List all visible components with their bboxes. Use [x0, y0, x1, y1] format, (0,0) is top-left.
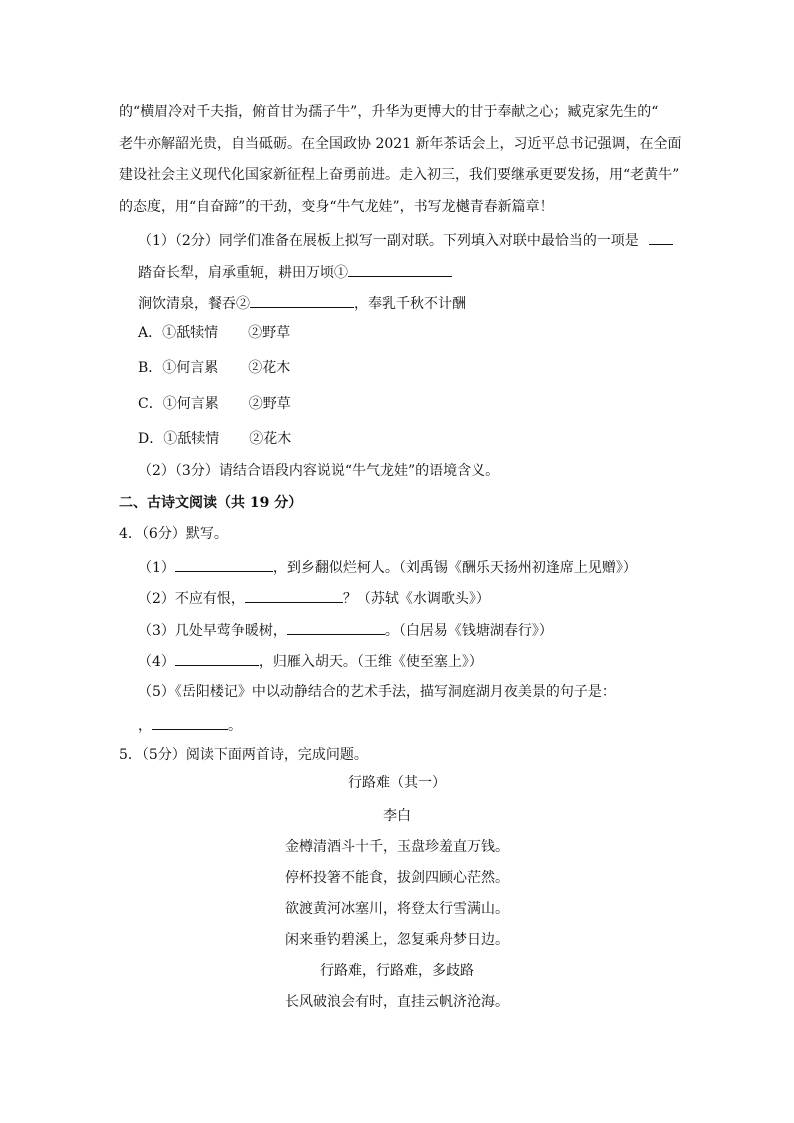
- couplet-line-2-text-b: ，奉乳千秋不计酬: [354, 296, 466, 312]
- option-a[interactable]: [138, 323, 290, 343]
- q4-item-1: [138, 556, 637, 578]
- q4-item-5-cont: [138, 714, 242, 736]
- option-letter: C．: [138, 396, 163, 412]
- option-second: ②野草: [248, 396, 291, 412]
- q4-item-4-prefix: （4）: [138, 654, 175, 670]
- poem-line: 欲渡黄河冰塞川，将登太行雪满山。: [285, 901, 509, 917]
- q4-item-2: [138, 587, 490, 609]
- q4-blank-2[interactable]: [245, 587, 343, 603]
- q4-title: 4．（6分）默写。: [119, 526, 228, 542]
- q3-sub2: （2）（3分）请结合语段内容说说“牛气龙娃”的语境含义。: [138, 463, 500, 479]
- q4-item-5-comma: ，: [138, 718, 152, 734]
- q4-item-1-prefix: （1）: [138, 560, 175, 576]
- option-letter: D．: [138, 431, 164, 447]
- couplet-line-2: [138, 292, 466, 314]
- q4-item-2-prefix: （2）不应有恨，: [138, 591, 245, 607]
- option-letter: A．: [138, 325, 163, 341]
- couplet-line-1: [138, 261, 452, 283]
- option-first: ①舐犊情: [162, 325, 219, 341]
- option-second: ②野草: [248, 325, 291, 341]
- option-second: ②花木: [249, 431, 292, 447]
- poem-line: 长风破浪会有时，直挂云帆济沧海。: [285, 994, 509, 1010]
- couplet-line-2-text-a: 涧饮清泉，餐吞②: [138, 296, 250, 312]
- option-first: ①舐犊情: [163, 431, 220, 447]
- passage-line-1: 的“横眉冷对千夫指，俯首甘为孺子牛”，升华为更博大的甘于奉献之心；臧克家先生的“: [119, 104, 659, 120]
- q4-item-2-text: ？（苏轼《水调歌头》）: [342, 591, 490, 607]
- passage-line-3: 建设社会主义现代化国家新征程上奋勇前进。走入初三，我们要继承更要发扬，用“老黄牛”: [119, 167, 680, 183]
- option-c[interactable]: [138, 394, 291, 414]
- passage-line-4: 的态度，用“自奋蹄”的干劲，变身“牛气龙娃”，书写龙樾青春新篇章！: [119, 199, 554, 215]
- q4-item-5: （5）《岳阳楼记》中以动静结合的艺术手法，描写洞庭湖月夜美景的句子是：: [138, 684, 616, 700]
- q4-item-3-prefix: （3）几处早莺争暖树，: [138, 623, 287, 639]
- q4-blank-5[interactable]: [152, 714, 228, 730]
- q4-blank-4[interactable]: [175, 650, 259, 666]
- option-letter: B．: [138, 360, 163, 376]
- q4-item-4-text: ，归雁入胡天。（王维《使至塞上》）: [258, 654, 483, 670]
- option-first: ①何言累: [162, 396, 219, 412]
- option-b[interactable]: [138, 358, 290, 378]
- section-heading: 二、古诗文阅读（共 19 分）: [119, 495, 303, 511]
- q3-sub1: [138, 229, 673, 251]
- q4-item-4: [138, 650, 483, 672]
- poem-line: 行路难，行路难，多歧路: [320, 963, 474, 979]
- q4-item-3: [138, 619, 553, 641]
- option-second: ②花木: [248, 360, 291, 376]
- q4-item-1-text: ，到乡翻似烂柯人。（刘禹锡《酬乐天扬州初逢席上见赠》）: [272, 560, 637, 576]
- passage-line-2: 老牛亦解韶光贵，自当砥砺。在全国政协 2021 新年茶话会上，习近平总书记强调，在全面: [119, 136, 682, 152]
- option-d[interactable]: [138, 429, 291, 449]
- poem-line: 停杯投箸不能食，拔剑四顾心茫然。: [285, 870, 509, 886]
- q4-item-3-text: 。（白居易《钱塘湖春行》）: [384, 623, 553, 639]
- q4-blank-1[interactable]: [175, 556, 273, 572]
- couplet-blank-1[interactable]: [348, 261, 452, 277]
- option-first: ①何言累: [162, 360, 219, 376]
- q4-blank-3[interactable]: [287, 619, 385, 635]
- couplet-blank-2[interactable]: [250, 292, 354, 308]
- couplet-line-1-text: 踏奋长犁，肩承重轭，耕田万顷①: [138, 265, 348, 281]
- poem-author: 李白: [383, 808, 411, 824]
- poem-line: 闲来垂钓碧溪上，忽复乘舟梦日边。: [285, 932, 509, 948]
- poem-line: 金樽清酒斗十千，玉盘珍羞直万钱。: [285, 839, 509, 855]
- q4-item-5-period: 。: [228, 718, 242, 734]
- q3-sub1-text: （1）（2分）同学们准备在展板上拟写一副对联。下列填入对联中最恰当的一项是: [138, 233, 639, 249]
- q3-answer-blank[interactable]: [649, 229, 673, 245]
- q5-title: 5．（5分）阅读下面两首诗，完成问题。: [119, 747, 368, 763]
- poem-title: 行路难（其一）: [348, 775, 446, 791]
